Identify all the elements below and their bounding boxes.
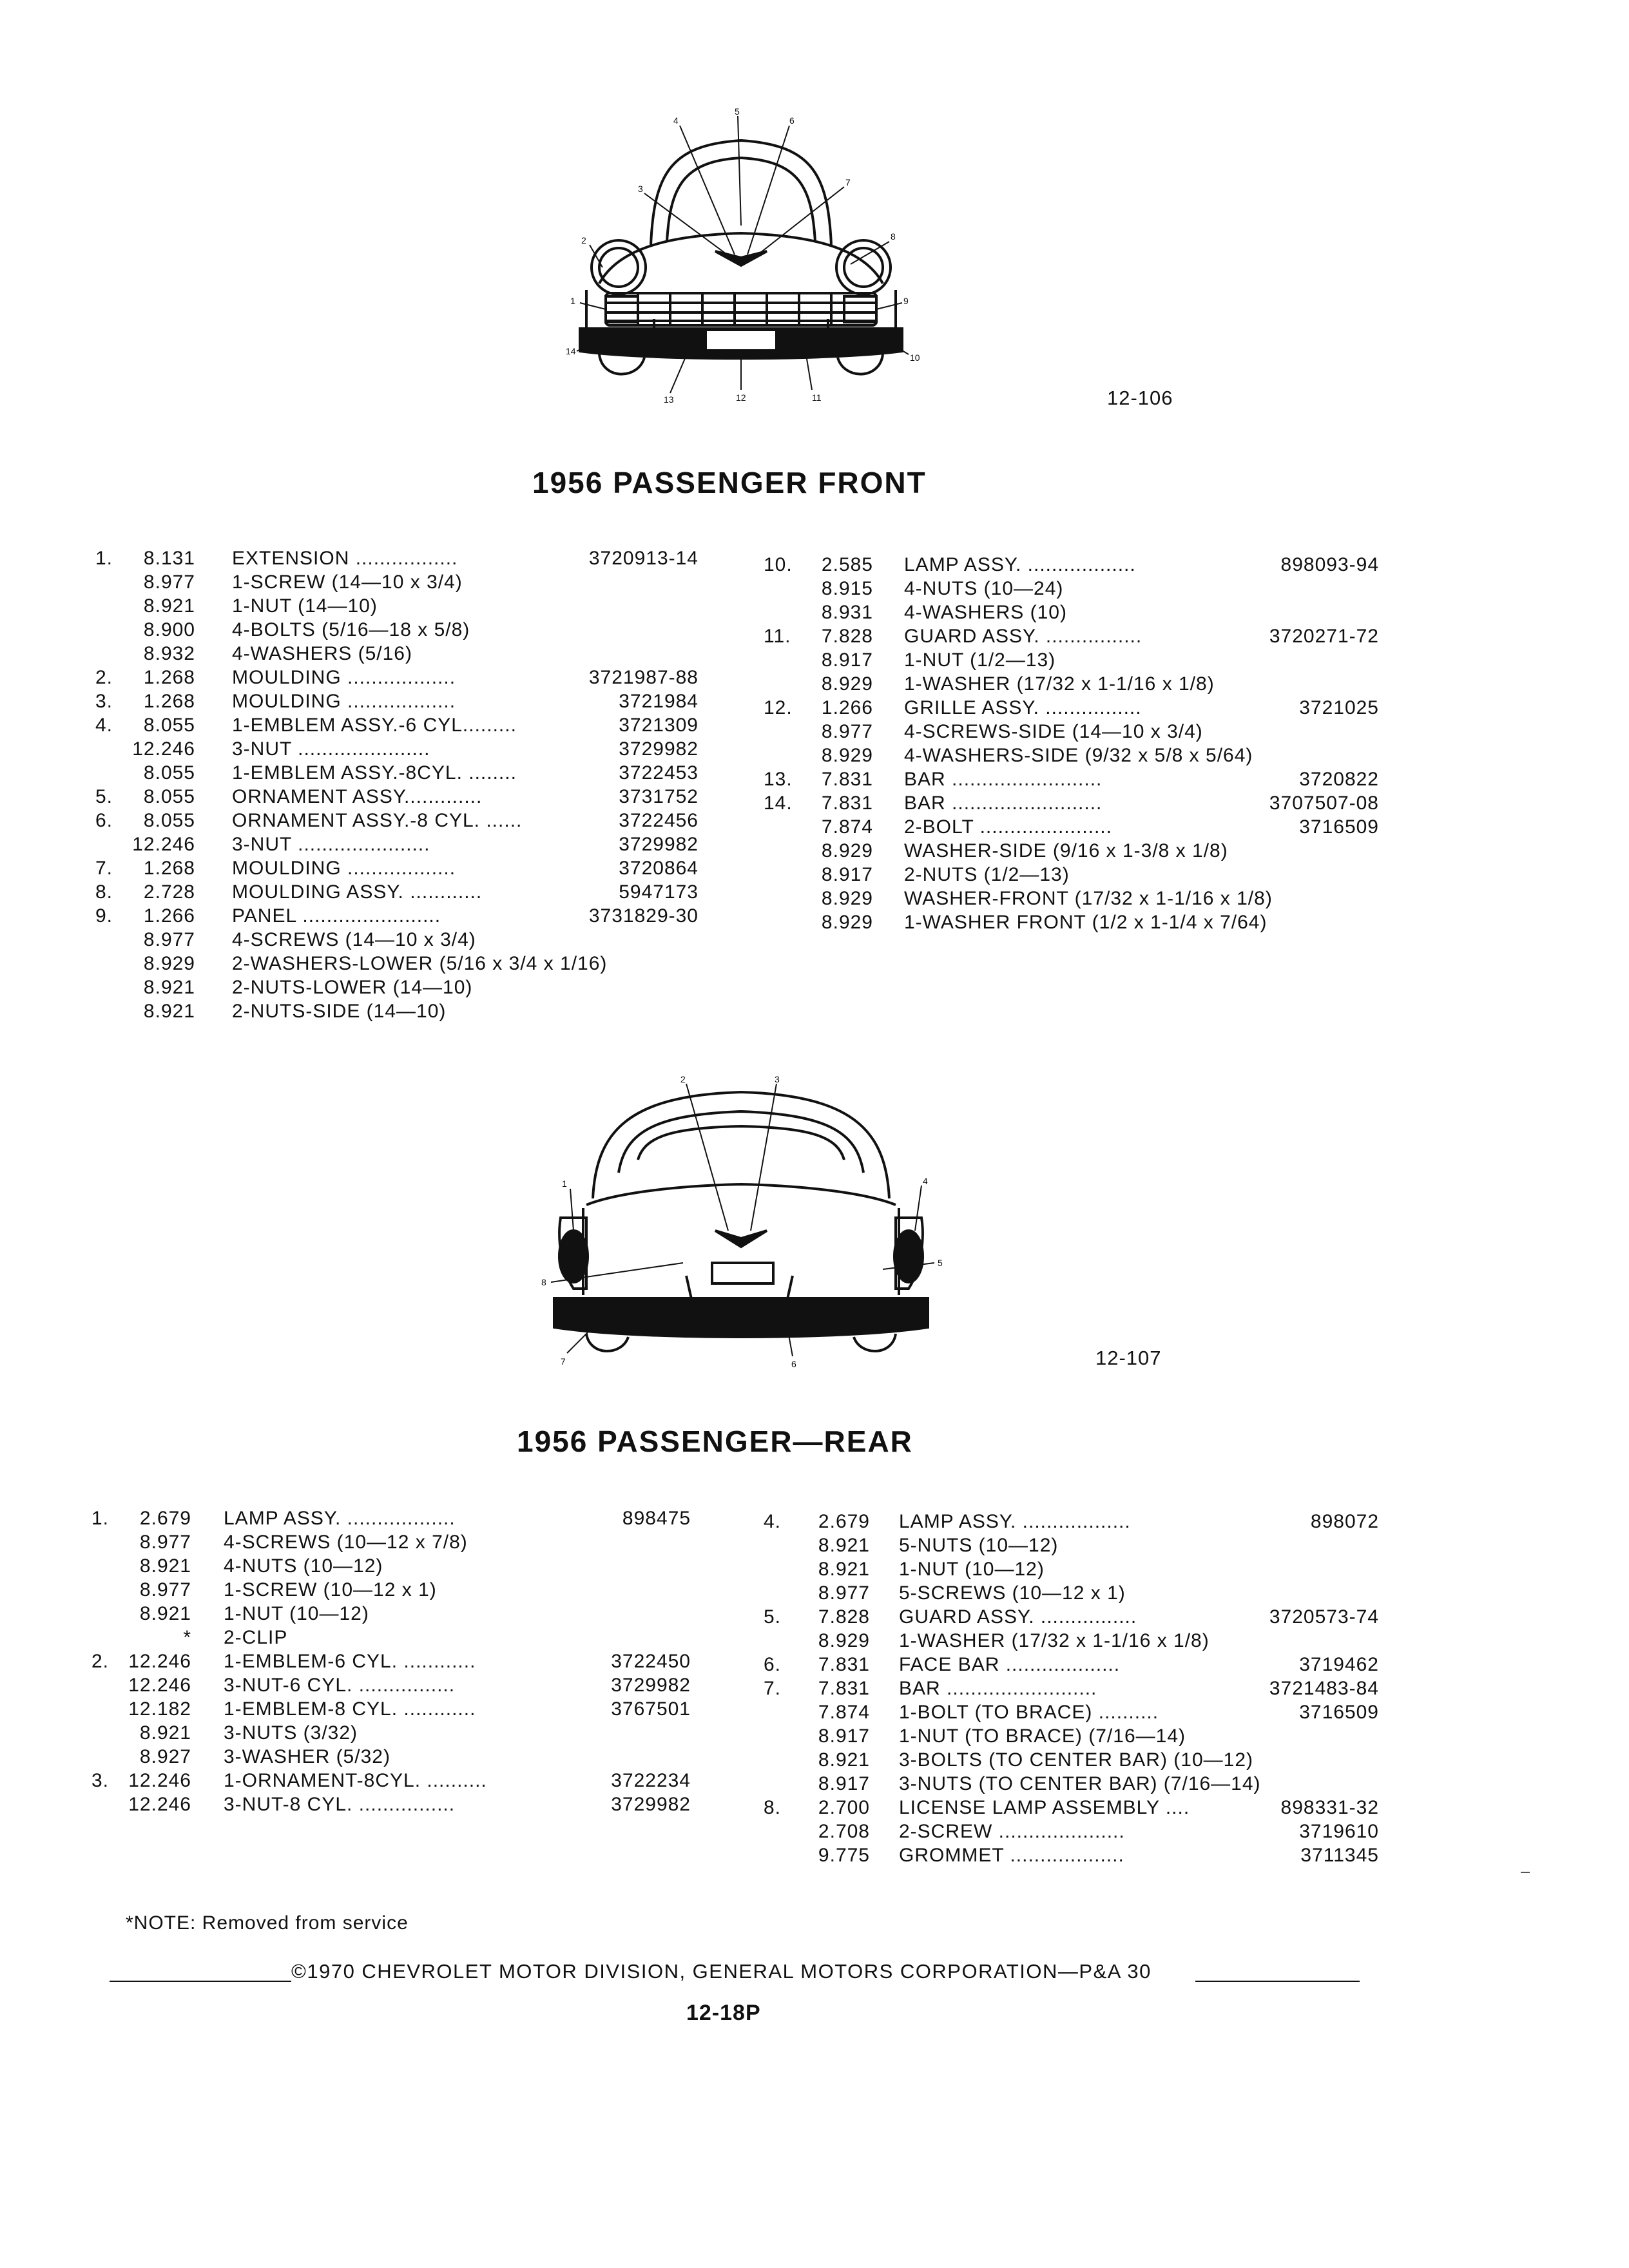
- part-number: 3721309: [619, 715, 699, 736]
- rear-parts-list-right: [764, 1511, 1389, 1869]
- part-description: 3-NUT ......................: [232, 738, 430, 760]
- group-number: 8.932: [143, 643, 195, 664]
- group-number: 7.831: [818, 1678, 870, 1699]
- part-number: 3716509: [1299, 1702, 1379, 1723]
- part-number: 898331-32: [1280, 1797, 1379, 1818]
- part-description: 1-EMBLEM ASSY.-6 CYL.........: [232, 715, 517, 736]
- rear-callout-5: 5: [938, 1258, 943, 1268]
- parts-row: [764, 1535, 1389, 1559]
- item-number: 3.: [92, 1770, 110, 1791]
- front-callout-7: 7: [845, 177, 851, 187]
- part-description: 1-BOLT (TO BRACE) ..........: [899, 1702, 1159, 1723]
- part-number: 3722234: [611, 1770, 691, 1791]
- parts-row: [764, 1678, 1389, 1702]
- group-number: 8.977: [821, 721, 873, 742]
- group-number: 1.268: [143, 667, 195, 688]
- footer-rule-left: [110, 1981, 291, 1982]
- group-number: 8.917: [821, 649, 873, 671]
- rear-callout-7: 7: [561, 1356, 566, 1367]
- part-description: 2-CLIP: [224, 1627, 288, 1648]
- rear-callout-3: 3: [775, 1074, 780, 1084]
- part-description: 1-ORNAMENT-8CYL. ..........: [224, 1770, 487, 1791]
- front-car-illustration: [541, 97, 941, 412]
- parts-row: [92, 1627, 704, 1651]
- part-description: 4-BOLTS (5/16—18 x 5/8): [232, 619, 470, 640]
- group-number: 12.246: [132, 834, 195, 855]
- part-description: 1-EMBLEM-6 CYL. ............: [224, 1651, 476, 1672]
- rear-callout-8: 8: [541, 1277, 546, 1287]
- parts-row: [95, 715, 708, 738]
- group-number: 8.929: [821, 888, 873, 909]
- part-description: LAMP ASSY. ..................: [224, 1508, 456, 1529]
- item-number: 7.: [764, 1678, 782, 1699]
- parts-row: [95, 834, 708, 858]
- part-description: 3-NUTS (3/32): [224, 1722, 358, 1744]
- rear-callout-6: 6: [791, 1359, 796, 1369]
- group-number: 2.700: [818, 1797, 870, 1818]
- parts-row: [764, 1797, 1389, 1821]
- item-number: 4.: [764, 1511, 782, 1532]
- part-description: 3-BOLTS (TO CENTER BAR) (10—12): [899, 1749, 1253, 1771]
- part-description: 2-WASHERS-LOWER (5/16 x 3/4 x 1/16): [232, 953, 608, 974]
- item-number: 14.: [764, 793, 793, 814]
- parts-row: [95, 977, 708, 1001]
- item-number: 2.: [95, 667, 113, 688]
- part-description: EXTENSION .................: [232, 548, 458, 569]
- group-number: *: [183, 1627, 191, 1648]
- item-number: 1.: [92, 1508, 110, 1529]
- part-number: 3720822: [1299, 769, 1379, 790]
- part-description: BAR .........................: [904, 793, 1103, 814]
- parts-row: [95, 953, 708, 977]
- group-number: 2.585: [821, 554, 873, 575]
- parts-row: [764, 816, 1389, 840]
- item-number: 7.: [95, 858, 113, 879]
- parts-row: [764, 626, 1389, 649]
- part-description: 1-WASHER (17/32 x 1-1/16 x 1/8): [899, 1630, 1210, 1651]
- part-number: 3731829-30: [588, 905, 699, 927]
- parts-row: [92, 1770, 704, 1794]
- group-number: 2.728: [143, 881, 195, 903]
- group-number: 8.131: [143, 548, 195, 569]
- parts-row: [95, 667, 708, 691]
- parts-row: [764, 888, 1389, 912]
- parts-row: [92, 1532, 704, 1555]
- part-number: 898475: [622, 1508, 691, 1529]
- parts-row: [764, 1773, 1389, 1797]
- part-description: PANEL .......................: [232, 905, 441, 927]
- part-description: MOULDING ASSY. ............: [232, 881, 483, 903]
- part-description: BAR .........................: [904, 769, 1103, 790]
- group-number: 8.931: [821, 602, 873, 623]
- group-number: 8.921: [139, 1722, 191, 1744]
- group-number: 8.055: [143, 715, 195, 736]
- part-description: 5-NUTS (10—12): [899, 1535, 1059, 1556]
- part-description: LICENSE LAMP ASSEMBLY ....: [899, 1797, 1190, 1818]
- parts-row: [764, 1559, 1389, 1582]
- parts-row: [92, 1508, 704, 1532]
- group-number: 8.927: [139, 1746, 191, 1767]
- group-number: 8.977: [139, 1532, 191, 1553]
- part-number: 3722450: [611, 1651, 691, 1672]
- item-number: 8.: [95, 881, 113, 903]
- stray-mark: [1521, 1872, 1530, 1873]
- part-number: 3721984: [619, 691, 699, 712]
- group-number: 12.246: [132, 738, 195, 760]
- parts-row: [95, 572, 708, 595]
- part-description: WASHER-SIDE (9/16 x 1-3/8 x 1/8): [904, 840, 1228, 861]
- part-number: 5947173: [619, 881, 699, 903]
- part-number: 3719610: [1299, 1821, 1379, 1842]
- group-number: 1.266: [821, 697, 873, 718]
- group-number: 2.679: [139, 1508, 191, 1529]
- group-number: 2.708: [818, 1821, 870, 1842]
- front-parts-list-right: [764, 554, 1389, 936]
- parts-row: [95, 643, 708, 667]
- group-number: 8.977: [143, 572, 195, 593]
- part-description: 4-WASHERS-SIDE (9/32 x 5/8 x 5/64): [904, 745, 1253, 766]
- parts-row: [764, 1702, 1389, 1725]
- part-description: 1-SCREW (14—10 x 3/4): [232, 572, 463, 593]
- group-number: 8.929: [821, 840, 873, 861]
- part-description: LAMP ASSY. ..................: [899, 1511, 1131, 1532]
- item-number: 5.: [764, 1606, 782, 1628]
- part-description: 3-WASHER (5/32): [224, 1746, 390, 1767]
- front-callout-12: 12: [736, 392, 746, 403]
- footnote: *NOTE: Removed from service: [126, 1912, 409, 1934]
- parts-row: [95, 786, 708, 810]
- parts-row: [764, 1511, 1389, 1535]
- part-description: ORNAMENT ASSY.-8 CYL. ......: [232, 810, 523, 831]
- part-description: MOULDING ..................: [232, 667, 456, 688]
- part-number: 3720271-72: [1269, 626, 1379, 647]
- part-number: 898093-94: [1280, 554, 1379, 575]
- parts-row: [764, 649, 1389, 673]
- group-number: 8.917: [818, 1773, 870, 1794]
- page-number: 12-18P: [686, 2001, 761, 2025]
- group-number: 8.055: [143, 762, 195, 783]
- parts-row: [92, 1651, 704, 1675]
- part-number: 3729982: [611, 1794, 691, 1815]
- part-description: 4-WASHERS (5/16): [232, 643, 412, 664]
- rear-callout-2: 2: [680, 1074, 686, 1084]
- parts-row: [92, 1698, 704, 1722]
- group-number: 8.921: [139, 1555, 191, 1577]
- parts-row: [95, 619, 708, 643]
- part-description: GROMMET ...................: [899, 1845, 1124, 1866]
- part-description: 4-NUTS (10—24): [904, 578, 1064, 599]
- parts-row: [764, 673, 1389, 697]
- rear-title: 1956 PASSENGER—REAR: [517, 1425, 913, 1458]
- group-number: 12.246: [128, 1675, 191, 1696]
- part-description: 4-SCREWS (14—10 x 3/4): [232, 929, 476, 950]
- group-number: 8.977: [139, 1579, 191, 1600]
- parts-row: [764, 697, 1389, 721]
- group-number: 8.917: [818, 1725, 870, 1747]
- part-description: 4-WASHERS (10): [904, 602, 1067, 623]
- group-number: 12.246: [128, 1770, 191, 1791]
- group-number: 12.246: [128, 1651, 191, 1672]
- part-number: 3720864: [619, 858, 699, 879]
- part-description: 5-SCREWS (10—12 x 1): [899, 1582, 1126, 1604]
- group-number: 8.929: [821, 673, 873, 695]
- parts-row: [95, 691, 708, 715]
- group-number: 7.831: [821, 793, 873, 814]
- front-callout-3: 3: [638, 184, 643, 194]
- part-number: 3719462: [1299, 1654, 1379, 1675]
- item-number: 4.: [95, 715, 113, 736]
- group-number: 1.266: [143, 905, 195, 927]
- part-description: GUARD ASSY. ................: [899, 1606, 1137, 1628]
- parts-row: [764, 793, 1389, 816]
- part-description: 2-NUTS-SIDE (14—10): [232, 1001, 447, 1022]
- parts-row: [92, 1579, 704, 1603]
- part-description: LAMP ASSY. ..................: [904, 554, 1136, 575]
- front-callout-5: 5: [735, 106, 740, 117]
- part-number: 3729982: [619, 834, 699, 855]
- parts-row: [764, 1749, 1389, 1773]
- part-description: 4-NUTS (10—12): [224, 1555, 383, 1577]
- part-number: 3721483-84: [1269, 1678, 1379, 1699]
- group-number: 8.921: [818, 1749, 870, 1771]
- group-number: 7.828: [821, 626, 873, 647]
- part-description: 1-NUT (10—12): [224, 1603, 369, 1624]
- group-number: 8.921: [143, 595, 195, 617]
- group-number: 7.831: [821, 769, 873, 790]
- part-description: 1-EMBLEM ASSY.-8CYL. ........: [232, 762, 517, 783]
- group-number: 8.929: [821, 745, 873, 766]
- group-number: 8.921: [143, 977, 195, 998]
- part-number: 898072: [1310, 1511, 1379, 1532]
- parts-row: [764, 912, 1389, 936]
- group-number: 12.246: [128, 1794, 191, 1815]
- group-number: 7.828: [818, 1606, 870, 1628]
- part-description: 1-NUT (10—12): [899, 1559, 1045, 1580]
- rear-figure-number: 12-107: [1095, 1347, 1162, 1369]
- parts-row: [764, 602, 1389, 626]
- parts-row: [764, 1630, 1389, 1654]
- part-description: MOULDING ..................: [232, 691, 456, 712]
- front-callout-2: 2: [581, 235, 586, 245]
- item-number: 10.: [764, 554, 793, 575]
- item-number: 9.: [95, 905, 113, 927]
- front-callout-4: 4: [673, 115, 679, 126]
- part-description: 1-WASHER FRONT (1/2 x 1-1/4 x 7/64): [904, 912, 1268, 933]
- group-number: 8.055: [143, 786, 195, 807]
- front-callout-13: 13: [664, 394, 674, 405]
- item-number: 6.: [95, 810, 113, 831]
- group-number: 8.055: [143, 810, 195, 831]
- parts-row: [764, 721, 1389, 745]
- parts-row: [764, 840, 1389, 864]
- part-description: GUARD ASSY. ................: [904, 626, 1142, 647]
- front-callout-6: 6: [789, 115, 795, 126]
- part-description: 3-NUT-6 CYL. ................: [224, 1675, 456, 1696]
- item-number: 5.: [95, 786, 113, 807]
- group-number: 8.977: [818, 1582, 870, 1604]
- front-figure-number: 12-106: [1107, 387, 1173, 409]
- group-number: 7.874: [821, 816, 873, 838]
- part-number: 3729982: [611, 1675, 691, 1696]
- part-description: 3-NUT-8 CYL. ................: [224, 1794, 456, 1815]
- front-callout-9: 9: [903, 296, 909, 306]
- parts-row: [92, 1746, 704, 1770]
- front-callout-11: 11: [812, 392, 822, 403]
- item-number: 6.: [764, 1654, 782, 1675]
- parts-row: [95, 905, 708, 929]
- parts-row: [764, 1845, 1389, 1869]
- part-number: 3729982: [619, 738, 699, 760]
- part-description: 1-SCREW (10—12 x 1): [224, 1579, 437, 1600]
- part-description: 4-SCREWS-SIDE (14—10 x 3/4): [904, 721, 1203, 742]
- part-number: 3711345: [1300, 1845, 1379, 1866]
- parts-row: [95, 810, 708, 834]
- item-number: 1.: [95, 548, 113, 569]
- front-callout-1: 1: [570, 296, 575, 306]
- group-number: 8.921: [818, 1535, 870, 1556]
- group-number: 8.917: [821, 864, 873, 885]
- part-description: WASHER-FRONT (17/32 x 1-1/16 x 1/8): [904, 888, 1273, 909]
- front-title: 1956 PASSENGER FRONT: [532, 466, 927, 499]
- item-number: 11.: [764, 626, 791, 647]
- rear-car-illustration: [522, 1070, 960, 1379]
- parts-row: [95, 929, 708, 953]
- part-number: 3720573-74: [1269, 1606, 1379, 1628]
- parts-row: [764, 554, 1389, 578]
- part-description: 1-EMBLEM-8 CYL. ............: [224, 1698, 476, 1720]
- part-number: 3767501: [611, 1698, 691, 1720]
- front-callout-8: 8: [891, 231, 896, 242]
- group-number: 8.929: [143, 953, 195, 974]
- part-description: 2-SCREW .....................: [899, 1821, 1125, 1842]
- part-number: 3707507-08: [1269, 793, 1379, 814]
- footer-rule-right: [1195, 1981, 1360, 1982]
- group-number: 2.679: [818, 1511, 870, 1532]
- part-number: 3722456: [619, 810, 699, 831]
- part-description: 3-NUT ......................: [232, 834, 430, 855]
- front-parts-list-left: [95, 548, 708, 1024]
- part-number: 3720913-14: [588, 548, 699, 569]
- group-number: 8.921: [139, 1603, 191, 1624]
- parts-row: [92, 1675, 704, 1698]
- parts-row: [95, 762, 708, 786]
- item-number: 2.: [92, 1651, 110, 1672]
- parts-row: [764, 1654, 1389, 1678]
- group-number: 7.874: [818, 1702, 870, 1723]
- group-number: 12.182: [128, 1698, 191, 1720]
- group-number: 8.929: [821, 912, 873, 933]
- part-description: FACE BAR ...................: [899, 1654, 1121, 1675]
- parts-row: [92, 1722, 704, 1746]
- parts-row: [764, 1725, 1389, 1749]
- parts-row: [764, 1606, 1389, 1630]
- group-number: 8.900: [143, 619, 195, 640]
- item-number: 8.: [764, 1797, 782, 1818]
- parts-row: [764, 1821, 1389, 1845]
- part-description: 1-WASHER (17/32 x 1-1/16 x 1/8): [904, 673, 1215, 695]
- parts-row: [95, 881, 708, 905]
- part-description: 2-NUTS (1/2—13): [904, 864, 1070, 885]
- group-number: 8.977: [143, 929, 195, 950]
- rear-callout-1: 1: [562, 1178, 567, 1189]
- parts-row: [764, 864, 1389, 888]
- parts-row: [95, 1001, 708, 1024]
- group-number: 8.929: [818, 1630, 870, 1651]
- part-description: 2-BOLT ......................: [904, 816, 1112, 838]
- part-description: 4-SCREWS (10—12 x 7/8): [224, 1532, 468, 1553]
- parts-row: [764, 1582, 1389, 1606]
- parts-row: [95, 858, 708, 881]
- copyright-line: ©1970 CHEVROLET MOTOR DIVISION, GENERAL MOTORS CORPORATION—P&A 30: [291, 1960, 1152, 1983]
- front-callout-14: 14: [566, 346, 576, 356]
- part-number: 3721987-88: [588, 667, 699, 688]
- front-callout-10: 10: [910, 352, 920, 363]
- parts-row: [92, 1794, 704, 1818]
- part-description: 1-NUT (14—10): [232, 595, 378, 617]
- parts-row: [764, 578, 1389, 602]
- item-number: 3.: [95, 691, 113, 712]
- group-number: 7.831: [818, 1654, 870, 1675]
- parts-row: [92, 1555, 704, 1579]
- part-description: MOULDING ..................: [232, 858, 456, 879]
- part-description: 3-NUTS (TO CENTER BAR) (7/16—14): [899, 1773, 1261, 1794]
- part-description: ORNAMENT ASSY.............: [232, 786, 483, 807]
- part-description: 1-NUT (1/2—13): [904, 649, 1056, 671]
- part-description: 1-NUT (TO BRACE) (7/16—14): [899, 1725, 1186, 1747]
- group-number: 8.921: [143, 1001, 195, 1022]
- item-number: 12.: [764, 697, 793, 718]
- parts-row: [95, 738, 708, 762]
- group-number: 8.915: [821, 578, 873, 599]
- group-number: 8.921: [818, 1559, 870, 1580]
- rear-callout-4: 4: [923, 1176, 928, 1186]
- part-number: 3716509: [1299, 816, 1379, 838]
- group-number: 1.268: [143, 691, 195, 712]
- group-number: 1.268: [143, 858, 195, 879]
- parts-row: [764, 769, 1389, 793]
- item-number: 13.: [764, 769, 793, 790]
- parts-row: [764, 745, 1389, 769]
- parts-row: [92, 1603, 704, 1627]
- parts-row: [95, 548, 708, 572]
- group-number: 9.775: [818, 1845, 870, 1866]
- part-number: 3731752: [619, 786, 699, 807]
- part-number: 3721025: [1299, 697, 1379, 718]
- rear-parts-list-left: [92, 1508, 704, 1818]
- part-description: BAR .........................: [899, 1678, 1097, 1699]
- parts-row: [95, 595, 708, 619]
- part-description: GRILLE ASSY. ................: [904, 697, 1142, 718]
- part-description: 2-NUTS-LOWER (14—10): [232, 977, 473, 998]
- part-number: 3722453: [619, 762, 699, 783]
